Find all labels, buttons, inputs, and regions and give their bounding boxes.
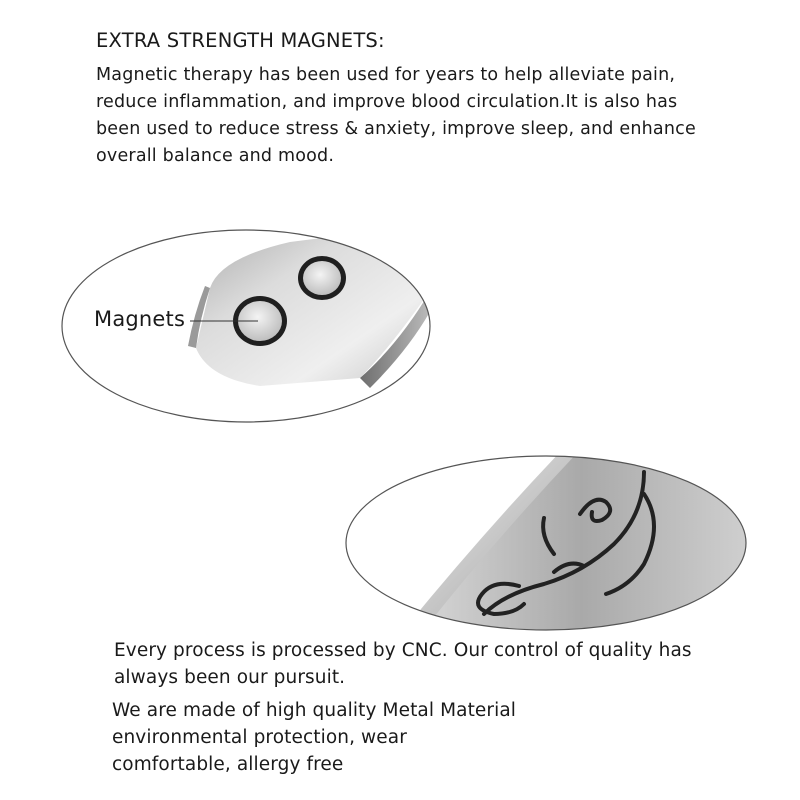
material-line: comfortable, allergy free [112, 754, 344, 775]
material-line: environmental protection, wear [112, 727, 407, 748]
intro-line: reduce inflammation, and improve blood circulation.It is also has [96, 92, 678, 112]
magnets-callout-label: Magnets [94, 307, 186, 331]
intro-line: been used to reduce stress & anxiety, improve sleep, and enhance [96, 119, 696, 139]
intro-line: Magnetic therapy has been used for years to help alleviate pain, [96, 65, 676, 85]
magnet [298, 256, 346, 300]
engraving-closeup-image [344, 454, 748, 632]
intro-line: overall balance and mood. [96, 146, 335, 166]
material-line: We are made of high quality Metal Material [112, 700, 517, 721]
cnc-line: always been our pursuit. [114, 667, 346, 688]
material-paragraph [112, 697, 572, 778]
cnc-paragraph [114, 637, 754, 691]
intro-paragraph [96, 62, 736, 170]
section-heading: EXTRA STRENGTH MAGNETS: [96, 29, 385, 52]
cnc-line: Every process is processed by CNC. Our control of quality has [114, 640, 692, 661]
bracelet-piece [402, 454, 748, 632]
bracelet-piece [188, 228, 432, 388]
